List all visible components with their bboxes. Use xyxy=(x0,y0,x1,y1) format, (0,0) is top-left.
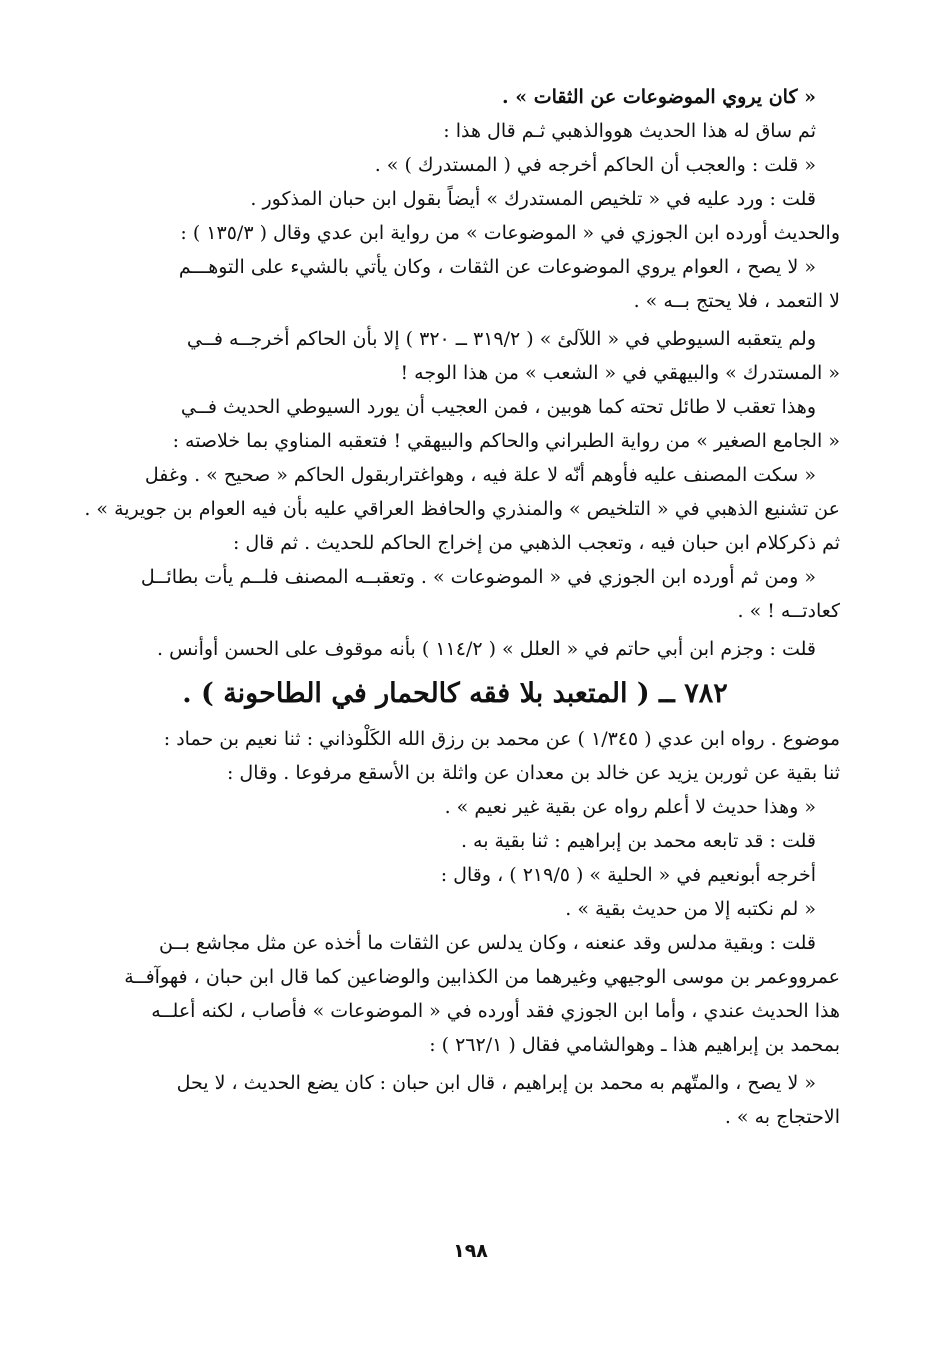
text-line: هذا الحديث عندي ، وأما ابن الجوزي فقد أورده في « الموضوعات » فأصاب ، لكنه أعلــه xyxy=(151,1000,840,1022)
page-number: ١٩٨ xyxy=(453,1240,488,1262)
text-line: ولم يتعقبه السيوطي في « اللآلئ » ( ٣١٩/٢ ــ ٣٢٠ ) إلا بأن الحاكم أخرجــه فــي xyxy=(186,328,816,350)
text-line: عن تشنيع الذهبي في « التلخيص » والمنذري والحافظ العراقي عليه بأن فيه العوام بن جويرية » . xyxy=(84,498,840,520)
text-line: « لم نكتبه إلا من حديث بقية » . xyxy=(565,898,816,920)
text-line: أخرجه أبونعيم في « الحلية » ( ٢١٩/٥ ) ، وقال : xyxy=(440,864,816,886)
text-line: موضوع . رواه ابن عدي ( ١/٣٤٥ ) عن محمد بن رزق الله الكَلْوذاني : ثنا نعيم بن حماد : xyxy=(163,728,840,750)
text-line: كعادتــه ! » . xyxy=(737,600,840,622)
hadith-heading: ٧٨٢ ــ ( المتعبد بلا فقه كالحمار في الطاحونة ) . xyxy=(182,678,728,709)
text-line: « لا يصح ، والمتّهم به محمد بن إبراهيم ، قال ابن حبان : كان يضع الحديث ، لا يحل xyxy=(176,1072,816,1094)
text-line: قلت : وبقية مدلس وقد عنعنه ، وكان يدلس عن الثقات ما أخذه عن مثل مجاشع بــن xyxy=(158,932,816,954)
page-body xyxy=(70,80,840,1280)
text-line: ثنا بقية عن ثوربن يزيد عن خالد بن معدان عن واثلة بن الأسقع مرفوعا . وقال : xyxy=(226,762,840,784)
text-line: « وهذا حديث لا أعلم رواه عن بقية غير نعيم » . xyxy=(444,796,816,818)
text-line: قلت : ورد عليه في « تلخيص المستدرك » أيضاً بقول ابن حبان المذكور . xyxy=(250,188,816,210)
text-line: عمرووعمر بن موسى الوجيهي وغيرهما من الكذابين والوضاعين كما قال ابن حبان ، فهوآفــة xyxy=(124,966,840,988)
text-line: الاحتجاج به » . xyxy=(724,1106,840,1128)
text-line: لا التعمد ، فلا يحتج بــه » . xyxy=(633,290,840,312)
text-line: « ومن ثم أورده ابن الجوزي في « الموضوعات » . وتعقبــه المصنف فلــم يأت بطائــل xyxy=(140,566,816,588)
text-line: بمحمد بن إبراهيم هذا ـ وهوالشامي فقال ( ٢٦٢/١ ) : xyxy=(429,1034,840,1056)
text-line: « كان يروي الموضوعات عن الثقات » . xyxy=(502,86,816,108)
text-line: « المستدرك » والبيهقي في « الشعب » من هذا الوجه ! xyxy=(400,362,840,384)
text-line: والحديث أورده ابن الجوزي في « الموضوعات » من رواية ابن عدي وقال ( ١٣٥/٣ ) : xyxy=(180,222,840,244)
text-line: قلت : وجزم ابن أبي حاتم في « العلل » ( ١١٤/٢ ) بأنه موقوف على الحسن أوأنس . xyxy=(157,638,816,660)
text-line: وهذا تعقب لا طائل تحته كما هوبين ، فمن العجيب أن يورد السيوطي الحديث فــي xyxy=(180,396,816,418)
text-line: قلت : قد تابعه محمد بن إبراهيم : ثنا بقية به . xyxy=(460,830,816,852)
text-line: « قلت : والعجب أن الحاكم أخرجه في ( المستدرك ) » . xyxy=(374,154,816,176)
text-line: « الجامع الصغير » من رواية الطبراني والحاكم والبيهقي ! فتعقبه المناوي بما خلاصته : xyxy=(172,430,840,452)
text-line: ثم ساق له هذا الحديث هووالذهبي ثـم قال هذا : xyxy=(443,120,816,142)
text-line: ثم ذكركلام ابن حبان فيه ، وتعجب الذهبي من إخراج الحاكم للحديث . ثم قال : xyxy=(232,532,840,554)
text-line: « لا يصح ، العوام يروي الموضوعات عن الثقات ، وكان يأتي بالشيء على التوهـــم xyxy=(178,256,816,278)
text-line: « سكت المصنف عليه فأوهم أنّه لا علة فيه ، وهواغتراربقول الحاكم « صحيح » . وغفل xyxy=(144,464,816,486)
